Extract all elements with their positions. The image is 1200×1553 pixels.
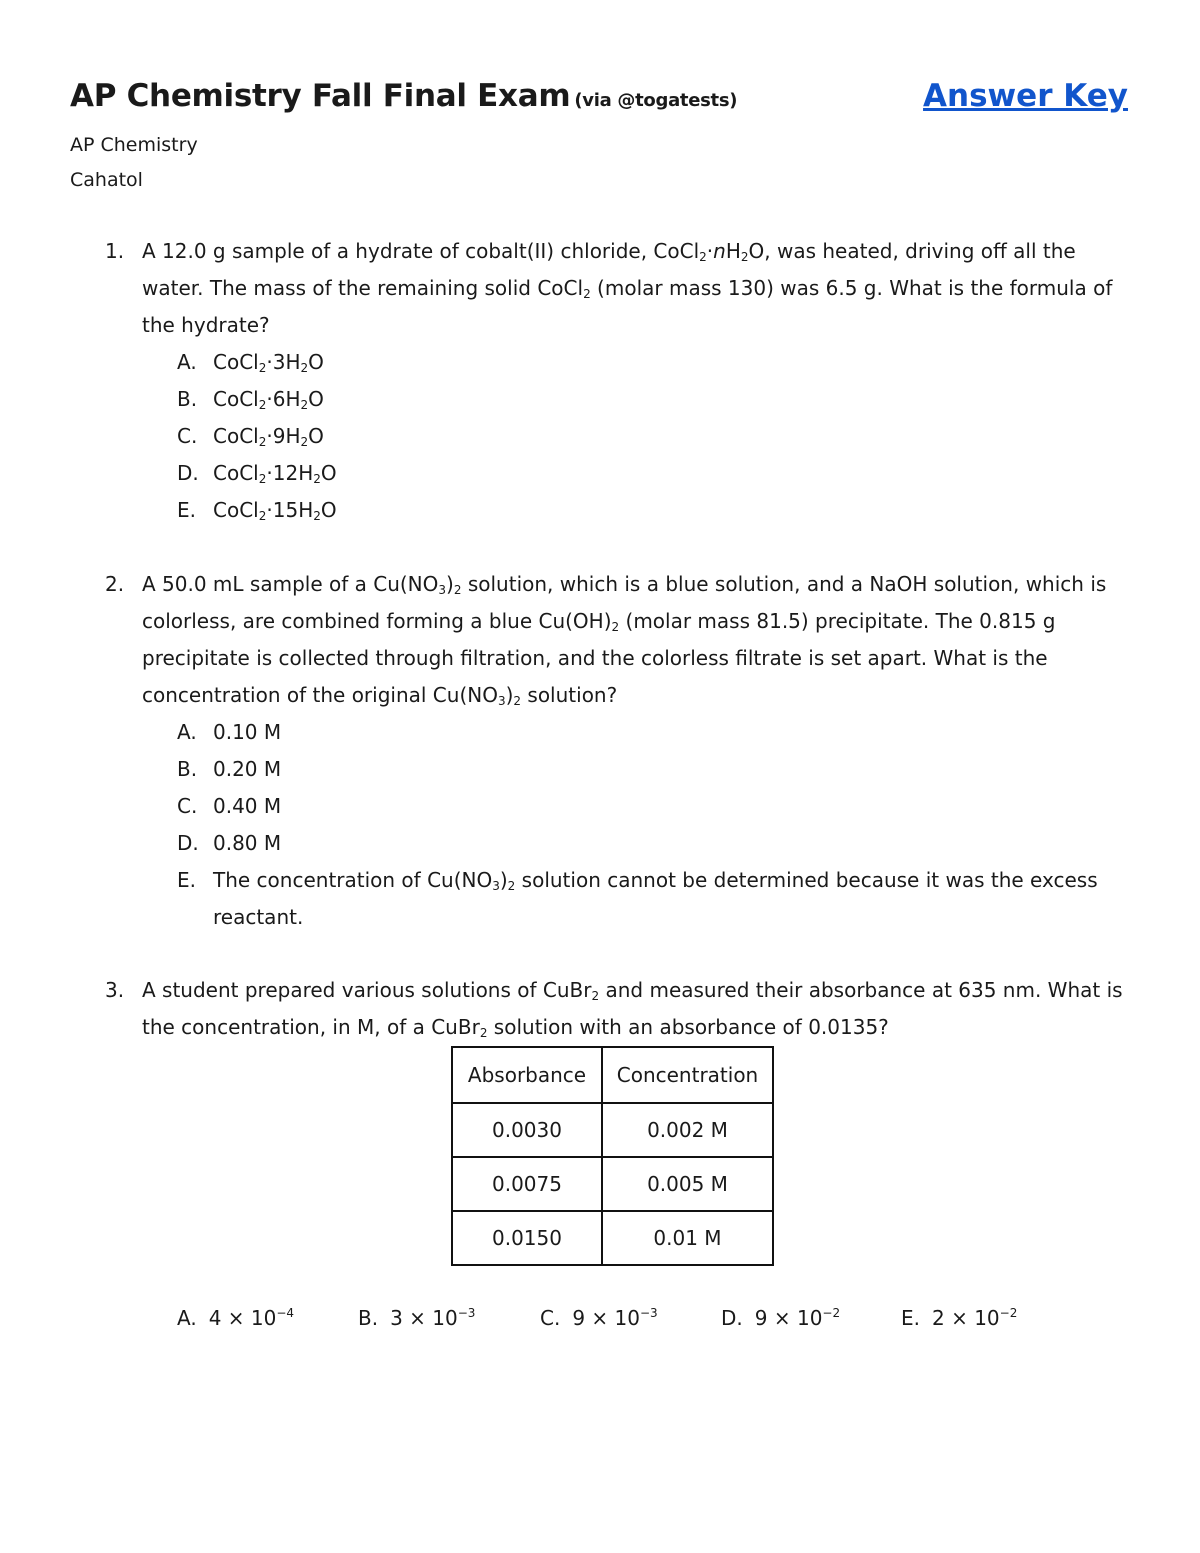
question-1-options xyxy=(177,344,1135,529)
table-row xyxy=(452,1211,773,1265)
title-text: AP Chemistry Fall Final Exam xyxy=(70,78,571,114)
question-number: 1. xyxy=(105,239,125,263)
table-row xyxy=(452,1103,773,1157)
answer-option[interactable]: B. 0.20 M xyxy=(177,757,282,781)
answer-option[interactable]: B. $3 \times 10^{-3}$ xyxy=(358,1306,476,1330)
answer-option[interactable]: D. $CoCl_2\cdot 12H_2O$ xyxy=(177,461,337,486)
answer-key-link[interactable]: Answer Key xyxy=(923,78,1128,114)
answer-option[interactable]: E. The concentration of $Cu(NO_3)_2$ solution cannot be determined because it was the excess reactant. xyxy=(177,868,1098,929)
answer-option[interactable]: E. $CoCl_2\cdot 15H_2O$ xyxy=(177,498,337,523)
answer-option[interactable]: D. 0.80 M xyxy=(177,831,282,855)
page-title xyxy=(70,78,737,114)
answer-option[interactable]: E. $2 \times 10^{-2}$ xyxy=(901,1306,1018,1330)
absorbance-table xyxy=(451,1046,774,1266)
answer-option[interactable]: C. 0.40 M xyxy=(177,794,282,818)
question-2-stem: A 50.0 mL sample of a $Cu(NO_3)_2$ solution, which is a blue solution, and a NaOH solution, which is colorless, are combined forming a blue $Cu(OH)_2$ (molar mass 81.5) precipitate. The 0.815 g precipitate is collected through filtration, and the colorless filtrate is set apart. What is the concentration of the original $Cu(NO_3)_2$ solution? xyxy=(142,572,1107,708)
question-number: 3. xyxy=(105,978,125,1002)
title-via: (via @togatests) xyxy=(574,90,738,111)
table-cell: 0.0030 xyxy=(452,1103,602,1157)
answer-option[interactable]: C. $CoCl_2\cdot 9H_2O$ xyxy=(177,424,324,449)
table-header: Concentration xyxy=(602,1047,773,1103)
table-cell: 0.01 M xyxy=(602,1211,773,1265)
question-number: 2. xyxy=(105,572,125,596)
table-cell: 0.002 M xyxy=(602,1103,773,1157)
question-2-options xyxy=(177,714,1135,936)
answer-option[interactable]: A. $4 \times 10^{-4}$ xyxy=(177,1306,295,1330)
course-name: AP Chemistry xyxy=(70,134,198,156)
answer-option[interactable]: C. $9 \times 10^{-3}$ xyxy=(540,1306,658,1330)
table-cell: 0.005 M xyxy=(602,1157,773,1211)
question-3 xyxy=(105,972,1135,1046)
table-cell: 0.0075 xyxy=(452,1157,602,1211)
question-1 xyxy=(105,233,1135,529)
answer-option[interactable]: A. $CoCl_2\cdot 3H_2O$ xyxy=(177,350,324,375)
question-2 xyxy=(105,566,1135,936)
author-name: Cahatol xyxy=(70,169,143,191)
answer-option[interactable]: A. 0.10 M xyxy=(177,720,282,744)
answer-option[interactable]: D. $9 \times 10^{-2}$ xyxy=(721,1306,841,1330)
question-1-stem: A 12.0 g sample of a hydrate of cobalt(II) chloride, $CoCl_2\cdot nH_2O$, was heated, driving off all the water. The mass of the remaining solid CoCl$_2$ (molar mass 130) was 6.5 g. What is the formula of the hydrate? xyxy=(142,239,1113,337)
answer-option[interactable]: B. $CoCl_2\cdot 6H_2O$ xyxy=(177,387,324,412)
title-row xyxy=(70,78,1128,122)
table-cell: 0.0150 xyxy=(452,1211,602,1265)
table-header-row xyxy=(452,1047,773,1103)
table-header: Absorbance xyxy=(452,1047,602,1103)
table-row xyxy=(452,1157,773,1211)
question-3-stem: A student prepared various solutions of CuBr$_2$ and measured their absorbance at 635 nm. What is the concentration, in M, of a CuBr$_2$ solution with an absorbance of 0.0135? xyxy=(142,978,1123,1040)
